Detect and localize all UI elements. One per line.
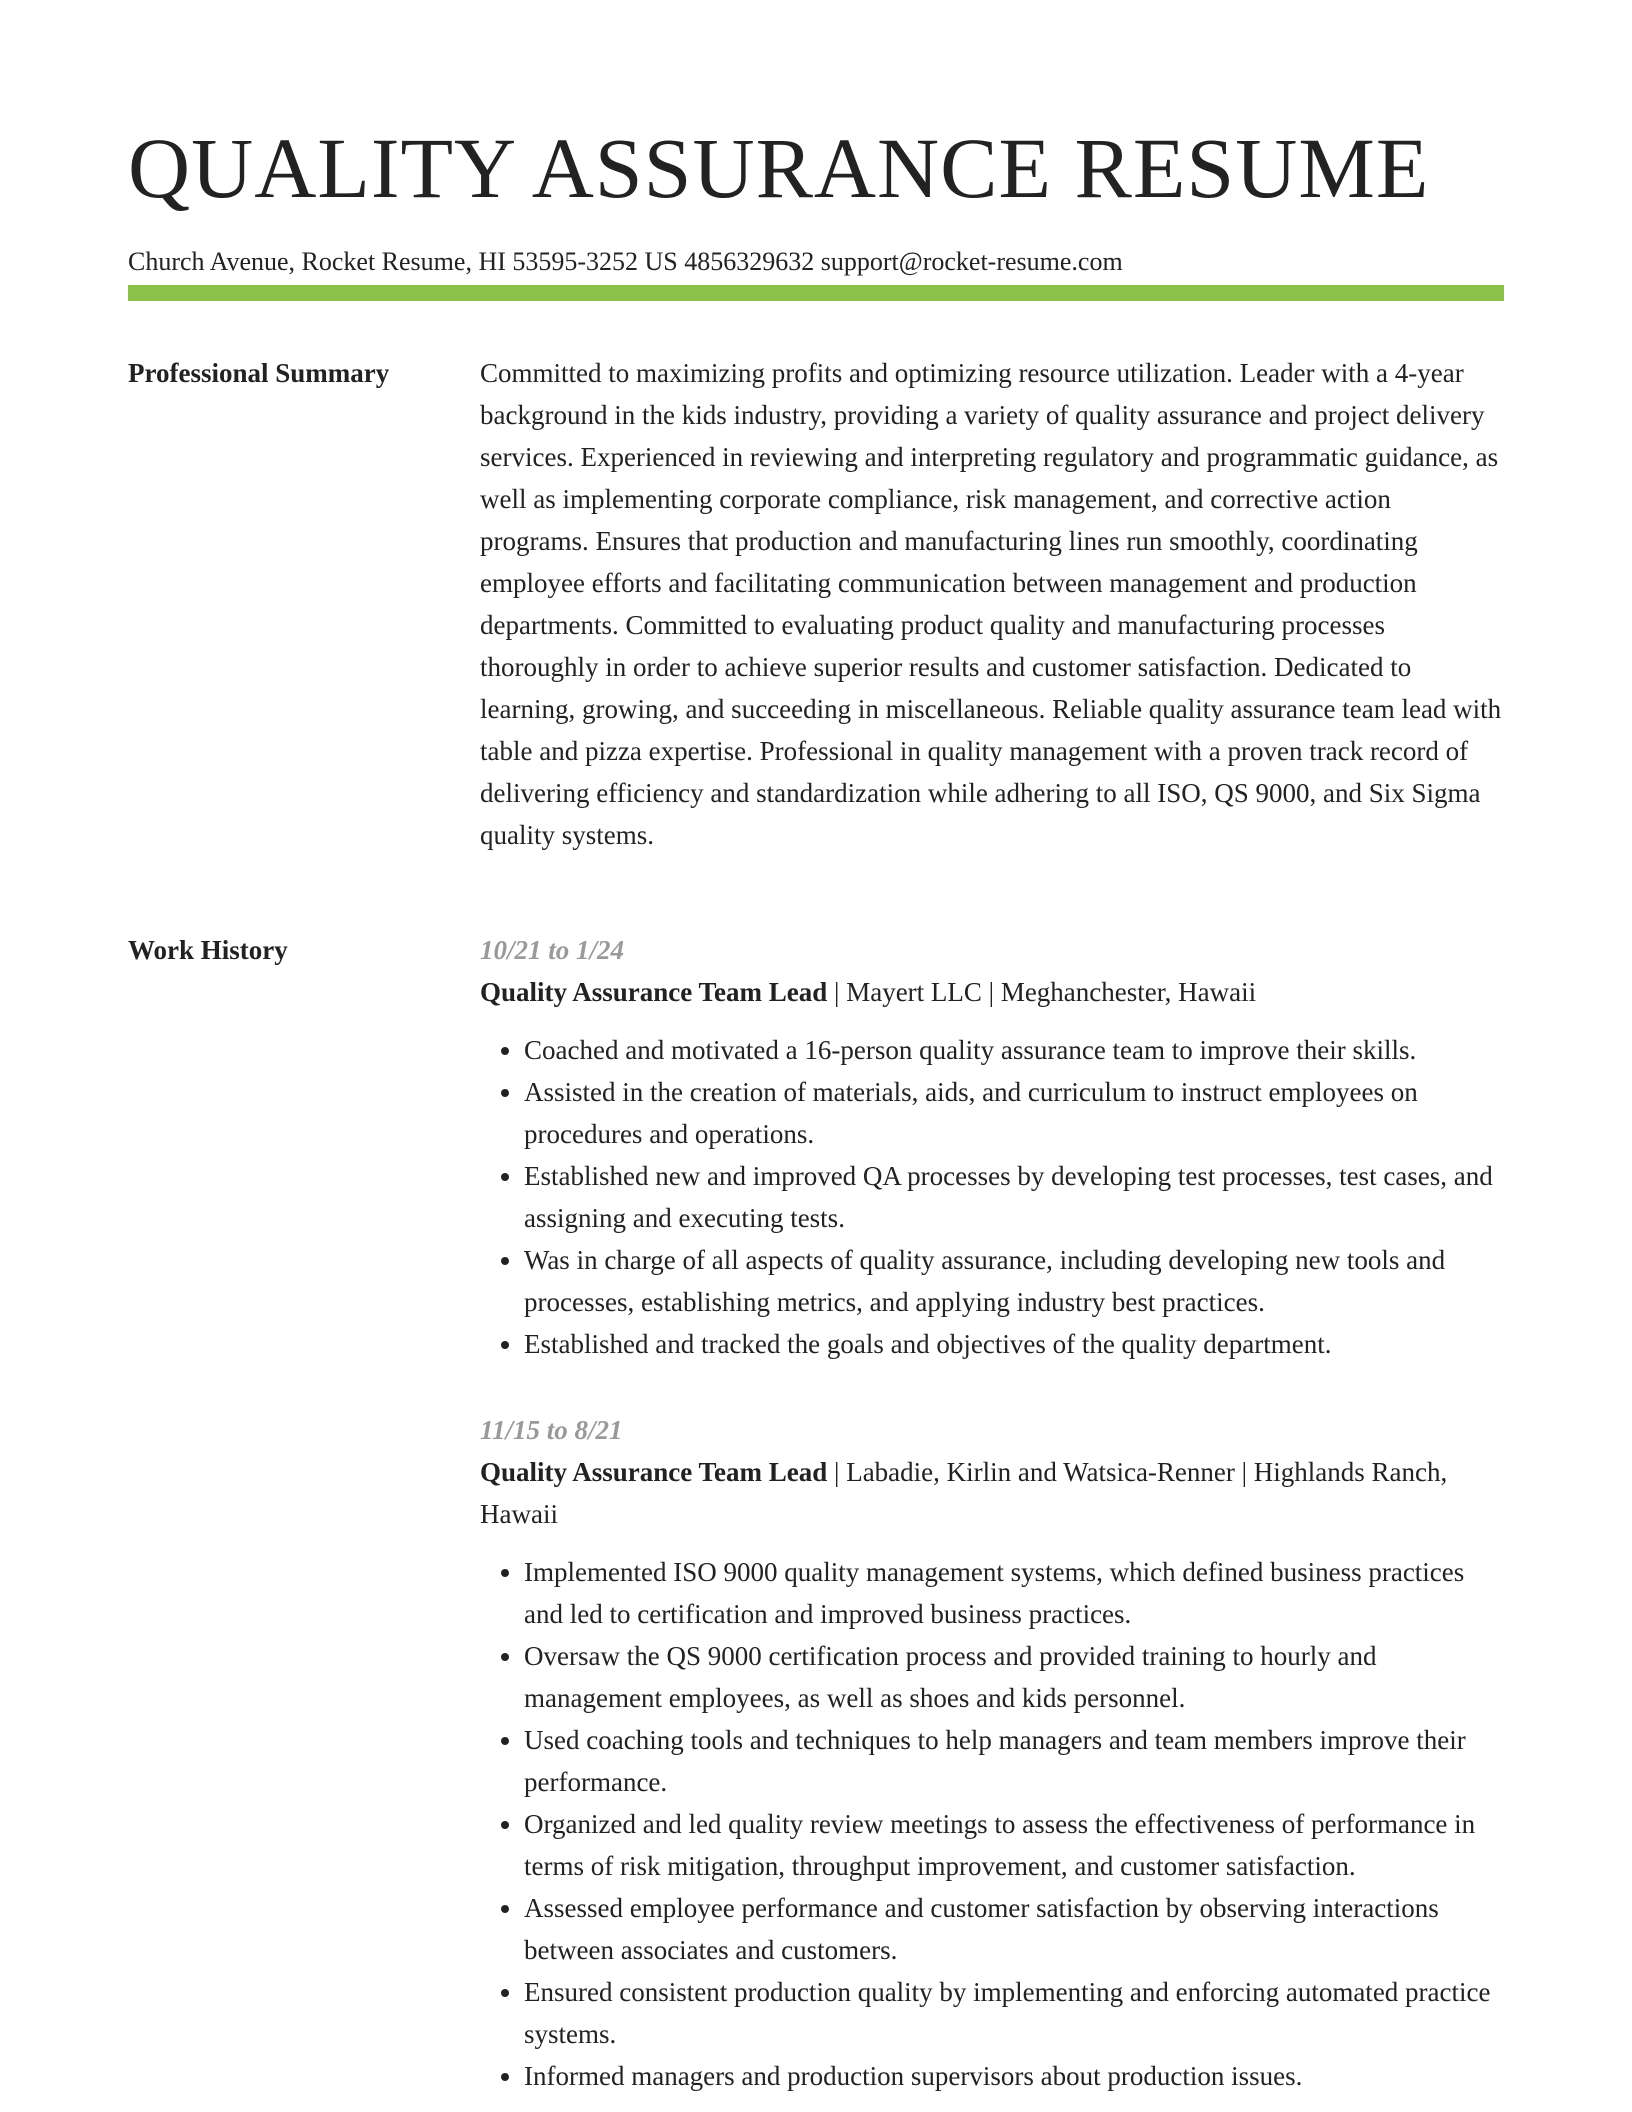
job-bullet: • Established and tracked the goals and objectives of the quality department.	[524, 1323, 1504, 1365]
job-bullet: • Oversaw the QS 9000 certification process and provided training to hourly and management employees, as well as shoes and kids personnel.	[524, 1635, 1504, 1719]
job-bullet-list	[480, 1551, 1504, 2097]
job-bullet: • Used coaching tools and techniques to help managers and team members improve their performance.	[524, 1719, 1504, 1803]
job-bullet: • Coached and motivated a 16-person quality assurance team to improve their skills.	[524, 1029, 1504, 1071]
job-bullet: • Implemented ISO 9000 quality management systems, which defined business practices and led to certification and improved business practices.	[524, 1551, 1504, 1635]
job-title: Quality Assurance Team Lead	[480, 977, 828, 1007]
job-header	[480, 971, 1504, 1013]
contact-line: Church Avenue, Rocket Resume, HI 53595-3252 US 4856329632 support@rocket-resume.com	[128, 247, 1123, 276]
job-details: | Mayert LLC | Meghanchester, Hawaii	[827, 977, 1257, 1007]
accent-divider	[128, 285, 1504, 301]
summary-text: Committed to maximizing profits and optimizing resource utilization. Leader with a 4-year background in the kids industry, providing a variety of quality assurance and project delivery services. Experienced in reviewing and interpreting regulatory and programmatic guidance, as well as implementing corporate compliance, risk management, and corrective action programs. Ensures that production and manufacturing lines run smoothly, coordinating employee efforts and facilitating communication between management and production departments. Committed to evaluating product quality and manufacturing processes thoroughly in order to achieve superior results and customer satisfaction. Dedicated to learning, growing, and succeeding in miscellaneous. Reliable quality assurance team lead with table and pizza expertise. Professional in quality management with a proven track record of delivering efficiency and standardization while adhering to all ISO, QS 9000, and Six Sigma quality systems.	[480, 358, 1502, 850]
job-bullet-list	[480, 1029, 1504, 1365]
resume-header	[128, 118, 1504, 278]
job-bullet: • Assessed employee performance and customer satisfaction by observing interactions between associates and customers.	[524, 1887, 1504, 1971]
summary-body	[480, 352, 1504, 856]
job-entry	[480, 1409, 1504, 2097]
job-bullet: • Was in charge of all aspects of quality assurance, including developing new tools and processes, establishing metrics, and applying industry best practices.	[524, 1239, 1504, 1323]
job-bullet: • Established new and improved QA processes by developing test processes, test cases, and assigning and executing tests.	[524, 1155, 1504, 1239]
job-dates: 10/21 to 1/24	[480, 935, 625, 965]
summary-heading: Professional Summary	[128, 358, 390, 388]
job-title: Quality Assurance Team Lead	[480, 1457, 828, 1487]
job-entry	[480, 929, 1504, 1365]
job-bullet: • Organized and led quality review meetings to assess the effectiveness of performance in terms of risk mitigation, throughput improvement, and customer satisfaction.	[524, 1803, 1504, 1887]
job-bullet: • Assisted in the creation of materials, aids, and curriculum to instruct employees on procedures and operations.	[524, 1071, 1504, 1155]
job-header	[480, 1451, 1504, 1535]
work-history-heading: Work History	[128, 935, 288, 965]
work-history-body	[480, 929, 1504, 2112]
job-bullet: • Ensured consistent production quality by implementing and enforcing automated practice systems.	[524, 1971, 1504, 2055]
job-dates: 11/15 to 8/21	[480, 1415, 623, 1445]
resume-title: QUALITY ASSURANCE RESUME	[128, 120, 1430, 216]
job-details: | Labadie, Kirlin and Watsica-Renner | Highlands Ranch, Hawaii	[480, 1457, 1448, 1529]
job-bullet: • Informed managers and production supervisors about production issues.	[524, 2055, 1504, 2097]
